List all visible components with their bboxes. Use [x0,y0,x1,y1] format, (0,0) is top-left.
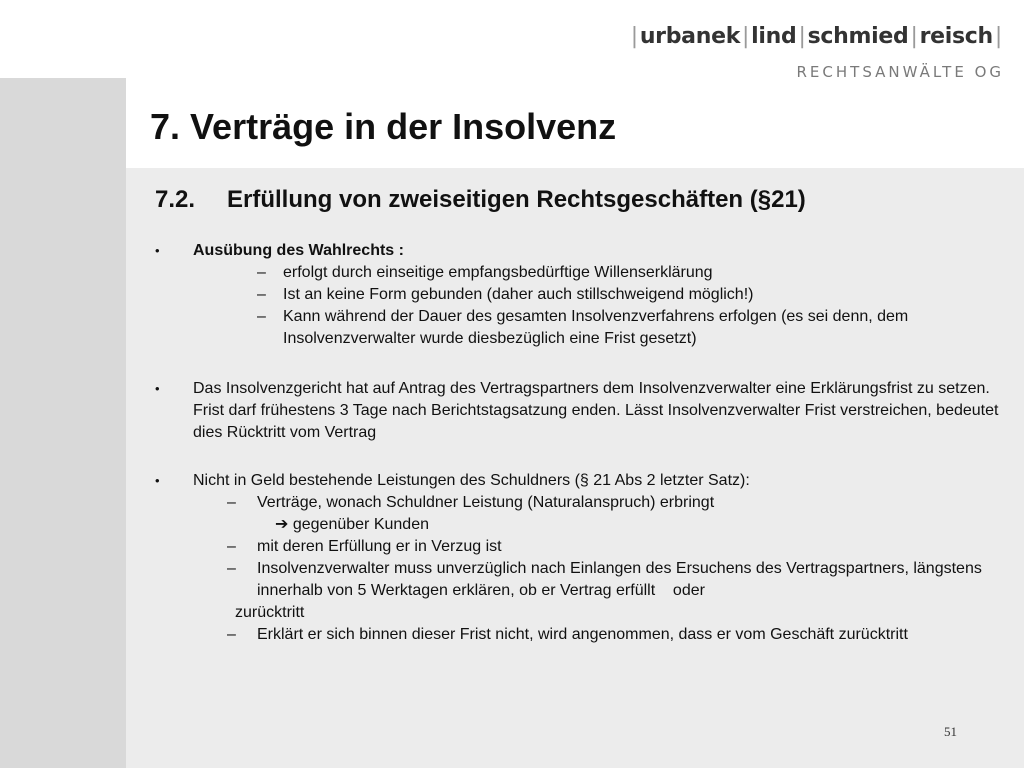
dash-marker: – [257,264,266,281]
bullet-text: Das Insolvenzgericht hat auf Antrag des Vertragspartners dem Insolvenzverwalter eine Erklärungsfrist zu setzen. Frist darf frühestens 3 Tage nach Berichtstagsatzung enden. Lässt Insolvenzverwalter Frist verstreichen, bedeutet dies Rücktritt vom Vertrag [193,380,999,441]
bullet-marker: • [155,381,160,396]
sub-bullet-item [155,306,1015,350]
sub-bullet-text: Insolvenzverwalter muss unverzüglich nach Einlangen des Ersuchens des Vertragspartners, längstens innerhalb von 5 Werktagen erklären, ob er Vertrag erfüllt oder [257,560,987,599]
bullet-text: Ausübung des Wahlrechts : [193,242,404,259]
sub-bullet-text: erfolgt durch einseitige empfangsbedürftige Willenserklärung [283,264,713,281]
page-title: 7. Verträge in der Insolvenz [150,106,617,147]
sub-bullet-text: Kann während der Dauer des gesamten Insolvenzverfahrens erfolgen (es sei denn, dem Insolvenzverwalter wurde diesbezüglich eine Frist gesetzt) [283,308,909,347]
page-number: 51 [944,724,957,739]
bullet-item [155,470,1015,492]
firm-logo [584,24,1004,81]
section-heading-text: Erfüllung von zweiseitigen Rechtsgeschäften (§21) [227,186,806,213]
sub-bullet-text: zurücktritt [235,604,305,621]
sub-bullet-text: Ist an keine Form gebunden (daher auch stillschweigend möglich!) [283,286,754,303]
dash-marker: – [227,560,236,577]
sub-bullet-text: Verträge, wonach Schuldner Leistung (Naturalanspruch) erbringt [257,494,715,511]
logo-separator: | [742,24,750,49]
firm-logo-subtitle: RECHTSANWÄLTE OG [796,63,1004,81]
firm-logo-names [584,24,1004,49]
sub-bullet-item [155,536,1015,558]
bullet-marker: • [155,243,160,258]
logo-name-schmied: schmied [807,24,909,49]
sub-bullet-item [155,558,1015,602]
bullet-text: Nicht in Geld bestehende Leistungen des Schuldners (§ 21 Abs 2 letzter Satz): [193,472,750,489]
logo-separator: | [910,24,918,49]
sub-bullet-continuation [133,602,1015,624]
dash-marker: – [227,538,236,555]
sub-bullet-item [155,262,1015,284]
sub-bullet-arrow-item [155,514,1015,536]
section-number: 7.2. [155,186,196,213]
logo-separator: | [630,24,638,49]
bullet-item [155,378,1015,444]
sub-bullet-text: Erklärt er sich binnen dieser Frist nicht, wird angenommen, dass er vom Geschäft zurücktritt [257,626,908,643]
slide-content [155,240,1015,646]
logo-name-lind: lind [751,24,797,49]
section-heading [155,186,806,214]
sub-bullet-item [155,492,1015,514]
dash-marker: – [257,286,266,303]
dash-marker: – [227,626,236,643]
dash-marker: – [257,308,266,325]
logo-separator: | [994,24,1002,49]
logo-separator: | [798,24,806,49]
logo-name-urbanek: urbanek [639,24,741,49]
sub-bullet-item [155,624,1015,646]
sub-bullet-item [155,284,1015,306]
sub-bullet-text: mit deren Erfüllung er in Verzug ist [257,538,502,555]
sub-bullet-text: gegenüber Kunden [292,516,429,533]
left-decor-band [0,78,126,768]
dash-marker: – [227,494,236,511]
bullet-marker: • [155,473,160,488]
logo-name-reisch: reisch [919,24,993,49]
arrow-icon: ➔ [275,516,289,533]
bullet-item [155,240,1015,262]
